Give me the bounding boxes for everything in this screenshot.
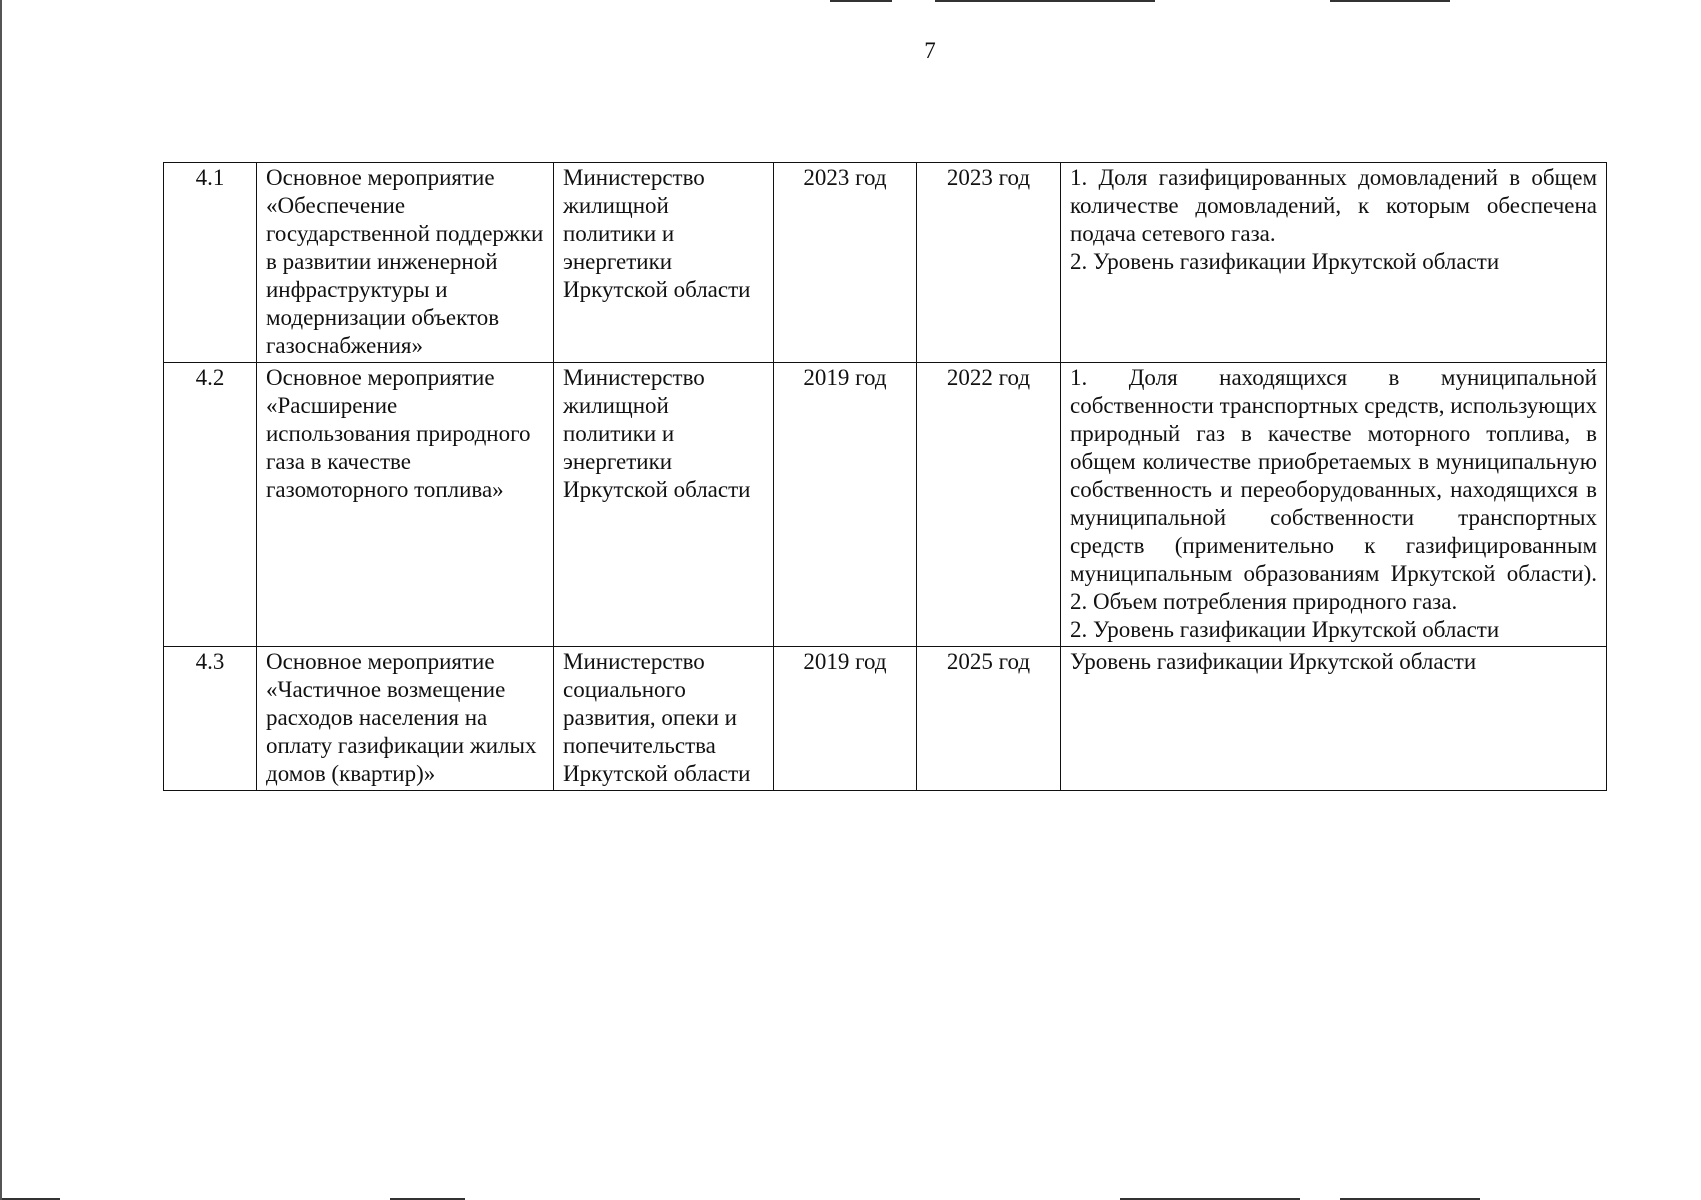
activity-title: Основное мероприятие «Расширение использования природного газа в качестве газомоторного топлива» [257,363,554,647]
indicator-item: 1. Доля газифицированных домовладений в общем количестве домовладений, к которым обеспечена подача сетевого газа. [1070,165,1597,246]
start-year: 2023 год [774,163,917,363]
activity-title: Основное мероприятие «Обеспечение государственной поддержки в развитии инженерной инфраструктуры и модернизации объектов газоснабжения» [257,163,554,363]
row-number: 4.2 [164,363,257,647]
indicators [1061,647,1607,791]
table-row [164,363,1607,647]
end-year: 2023 год [917,163,1061,363]
start-year: 2019 год [774,363,917,647]
start-year: 2019 год [774,647,917,791]
indicator-item: 2. Уровень газификации Иркутской области [1070,249,1500,274]
row-number: 4.3 [164,647,257,791]
activities-table [163,162,1607,791]
row-number: 4.1 [164,163,257,363]
table-row [164,647,1607,791]
page-number: 7 [924,38,936,63]
indicator-item: Уровень газификации Иркутской области [1070,649,1477,674]
executor: Министерство социального развития, опеки и попечительства Иркутской области [554,647,774,791]
end-year: 2022 год [917,363,1061,647]
executor: Министерство жилищной политики и энергетики Иркутской области [554,163,774,363]
indicators [1061,163,1607,363]
scan-artifact [830,0,892,2]
scan-artifact [1330,0,1450,2]
end-year: 2025 год [917,647,1061,791]
indicators [1061,363,1607,647]
table-row [164,163,1607,363]
indicator-item: 2. Уровень газификации Иркутской области [1070,617,1500,642]
scan-artifact [935,0,1155,2]
activity-title: Основное мероприятие «Частичное возмещение расходов населения на оплату газификации жилых домов (квартир)» [257,647,554,791]
indicator-item: 1. Доля находящихся в муниципальной собственности транспортных средств, использующих природный газ в качестве моторного топлива, в общем количестве приобретаемых в муниципальную собственность и переоборудованных, находящихся в муниципальной собственности транспортных средств (применительно к газифицированным муниципальным образованиям Иркутской области). 2. Объем потребления природного газа. [1070,365,1597,614]
scan-edge [0,0,2,1200]
executor: Министерство жилищной политики и энергетики Иркутской области [554,363,774,647]
